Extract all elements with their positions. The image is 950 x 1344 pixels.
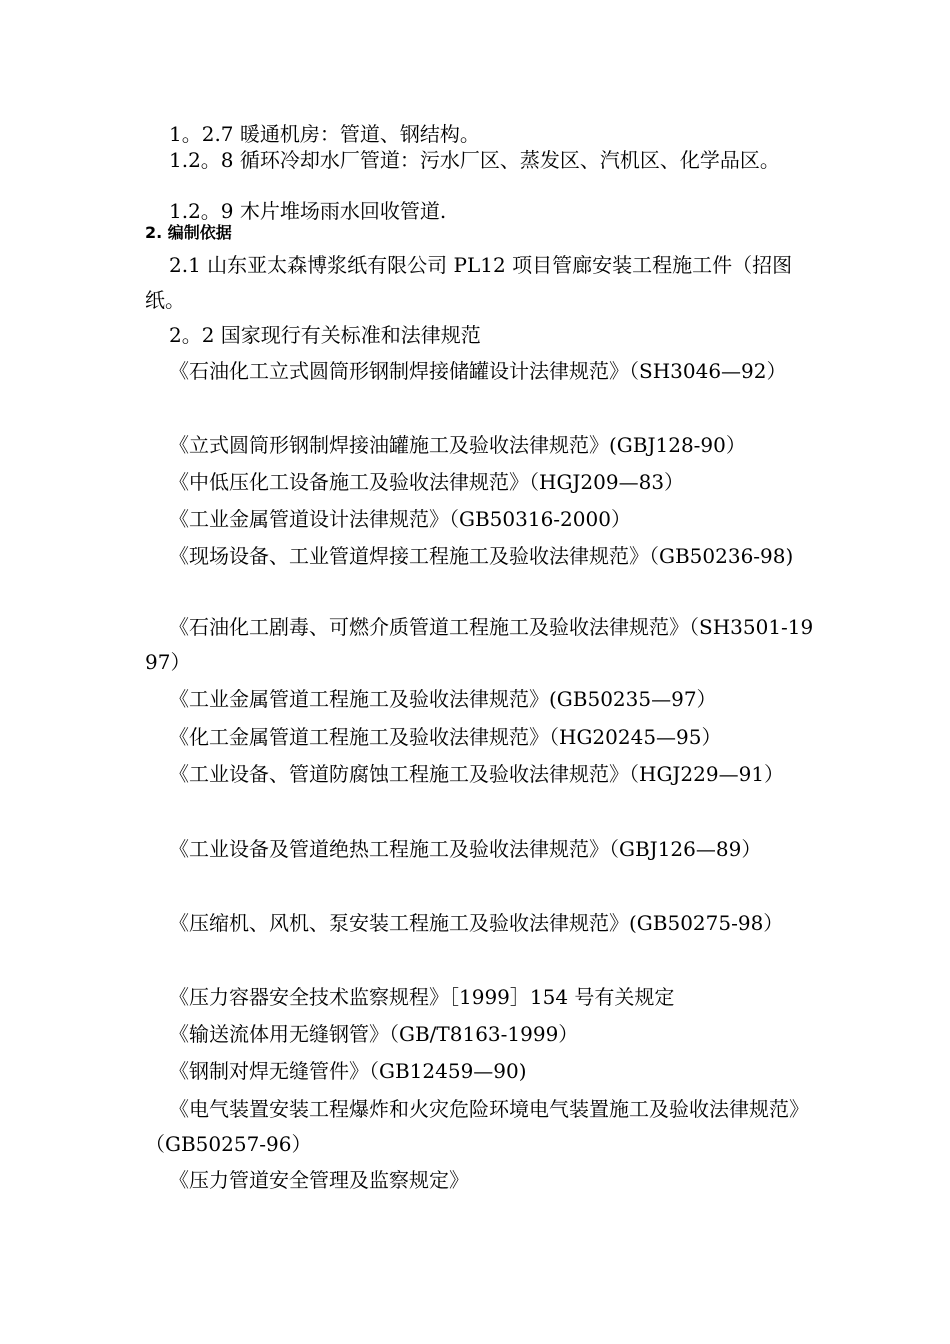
standard-item: 《工业金属管道工程施工及验收法律规范》(GB50235—97）	[169, 687, 717, 711]
paragraph: 2。2 国家现行有关标准和法律规范	[169, 323, 481, 347]
standard-item: 《输送流体用无缝钢管》（GB/T8163-1999）	[169, 1022, 579, 1046]
standard-item: 《石油化工立式圆筒形钢制焊接储罐设计法律规范》（SH3046—92）	[169, 359, 787, 383]
standard-item: 《压缩机、风机、泵安装工程施工及验收法律规范》(GB50275-98）	[169, 911, 784, 935]
section-heading: 2. 编制依据	[145, 223, 232, 242]
standard-item: 《化工金属管道工程施工及验收法律规范》（HG20245—95）	[169, 725, 722, 749]
standard-item: 《中低压化工设备施工及验收法律规范》（HGJ209—83）	[169, 470, 685, 494]
list-item: 1。2.7 暖通机房：管道、钢结构。	[169, 122, 480, 146]
standard-item: 《现场设备、工业管道焊接工程施工及验收法律规范》（GB50236-98)	[169, 544, 794, 568]
standard-item: 《电气装置安装工程爆炸和火灾危险环境电气装置施工及验收法律规范》（GB50257-96）	[145, 1097, 809, 1156]
standard-item: 《压力管道安全管理及监察规定》	[169, 1168, 469, 1192]
standard-item: 《石油化工剧毒、可燃介质管道工程施工及验收法律规范》（SH3501-1997）	[145, 615, 814, 674]
standard-item: 《立式圆筒形钢制焊接油罐施工及验收法律规范》(GBJ128-90）	[169, 433, 746, 457]
paragraph: 2.1 山东亚太森博浆纸有限公司 PL12 项目管廊安装工程施工件（招图纸。	[145, 253, 793, 312]
standard-item: 《钢制对焊无缝管件》（GB12459—90)	[169, 1059, 527, 1083]
standard-item: 《工业金属管道设计法律规范》（GB50316-2000）	[169, 507, 631, 531]
standard-item: 《工业设备及管道绝热工程施工及验收法律规范》（GBJ126—89）	[169, 837, 762, 861]
standard-item: 《压力容器安全技术监察规程》［1999］154 号有关规定	[169, 985, 675, 1009]
list-item: 1.2。9 木片堆场雨水回收管道.	[169, 199, 447, 223]
standard-item: 《工业设备、管道防腐蚀工程施工及验收法律规范》（HGJ229—91）	[169, 762, 785, 786]
list-item: 1.2。8 循环冷却水厂管道：污水厂区、蒸发区、汽机区、化学品区。	[169, 148, 780, 172]
